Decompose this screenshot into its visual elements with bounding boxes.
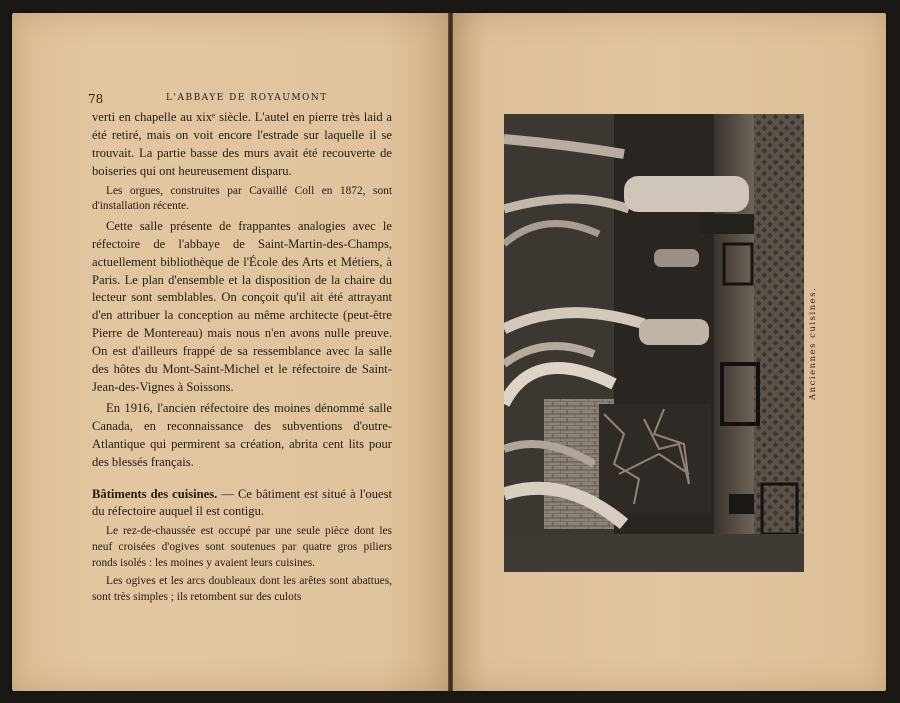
- section-text: — Ce bâtiment est situé à l'ouest du réfectoire auquel il est contigu.: [92, 486, 392, 519]
- paragraph: Cette salle présente de frappantes analogies avec le réfectoire de l'abbaye de Saint-Martin-des-Champs, actuellement bibliothèque de l'École des Arts et Métiers, à Paris. Le plan d'ensemble et la disposition de la chaire du lecteur sont semblables. On conçoit qu'il ait été attrayant d'en attribuer la conception au même architecte (peut-être Pierre de Montereau) mais nous n'en avons nulle preuve. On est d'ailleurs frappé de sa ressemblance avec la salle des hôtes du Mont-Saint-Michel et le réfectoire de Saint-Jean-des-Vignes à Soissons.: [92, 218, 392, 394]
- section-heading: Bâtiments des cuisines.: [92, 486, 218, 501]
- photo-caption: Anciennes cuisines.: [808, 286, 818, 400]
- page-header: [88, 92, 358, 108]
- paragraph: Le rez-de-chaussée est occupé par une seule pièce dont les neuf croisées d'ogives sont soutenues par quatre gros piliers ronds isolés : les moines y avaient leurs cuisines.: [92, 525, 392, 569]
- paragraph: verti en chapelle au xixᵉ siècle. L'autel en pierre très laid a été retiré, mais on voit encore l'estrade sur laquelle il se trouvait. La partie basse des murs avait été recouverte de boiseries qui ont heureusement disparu.: [92, 110, 392, 178]
- kitchen-photograph: [504, 114, 804, 572]
- body-text: [92, 109, 392, 608]
- paragraph: Les ogives et les arcs doubleaux dont les arêtes sont abattues, sont très simples ; ils retombent sur des culots: [92, 575, 392, 603]
- paragraph: En 1916, l'ancien réfectoire des moines dénommé salle Canada, en reconnaissance des subventions d'outre-Atlantique qui permirent sa création, abrita cent lits pour des blessés français.: [92, 400, 392, 469]
- page-number: 78: [88, 92, 104, 106]
- vaulted-hall-image: [504, 114, 804, 572]
- running-title: L'ABBAYE DE ROYAUMONT: [166, 93, 328, 103]
- section-paragraph: [92, 486, 392, 522]
- paragraph: Les orgues, construites par Cavaillé Coll en 1872, sont d'installation récente.: [92, 184, 392, 213]
- book-gutter: [448, 13, 453, 691]
